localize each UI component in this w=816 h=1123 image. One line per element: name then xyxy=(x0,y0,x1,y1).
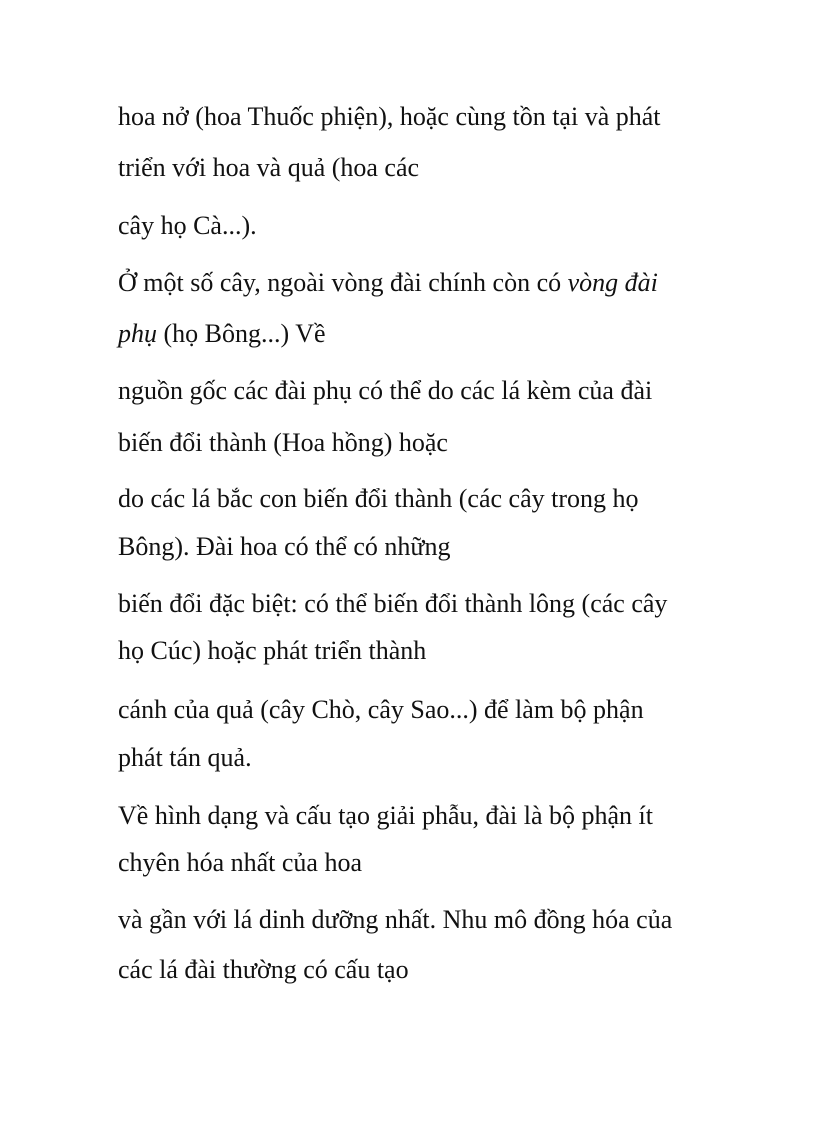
text-line: hoa nở (hoa Thuốc phiện), hoặc cùng tồn tại và phát xyxy=(118,102,661,131)
text-line: nguồn gốc các đài phụ có thể do các lá kèm của đài xyxy=(118,376,653,405)
text-line: do các lá bắc con biến đổi thành (các cây trong họ xyxy=(118,484,639,513)
text-line: các lá đài thường có cấu tạo xyxy=(118,955,409,984)
text-line: phát tán quả. xyxy=(118,743,252,772)
italic-term: vòng đài xyxy=(567,268,658,297)
text-segment: Ở một số cây, ngoài vòng đài chính còn có xyxy=(118,268,568,297)
text-line: triển với hoa và quả (hoa các xyxy=(118,153,420,182)
text-line: chyên hóa nhất của hoa xyxy=(118,848,363,877)
text-segment: (họ Bông...) Về xyxy=(157,319,326,348)
text-line: họ Cúc) hoặc phát triển thành xyxy=(118,636,427,665)
text-line: cánh của quả (cây Chò, cây Sao...) để làm bộ phận xyxy=(118,695,644,724)
text-line xyxy=(118,268,658,298)
text-line: biến đổi đặc biệt: có thể biến đổi thành lông (các cây xyxy=(118,589,668,618)
text-line: cây họ Cà...). xyxy=(118,211,257,240)
text-line: Bông). Đài hoa có thể có những xyxy=(118,532,451,561)
italic-term: phụ xyxy=(118,319,157,348)
text-line: biến đổi thành (Hoa hồng) hoặc xyxy=(118,428,448,457)
text-line: Về hình dạng và cấu tạo giải phẫu, đài là bộ phận ít xyxy=(118,801,654,830)
text-line: và gần với lá dinh dưỡng nhất. Nhu mô đồng hóa của xyxy=(118,905,673,934)
text-line xyxy=(118,319,326,349)
